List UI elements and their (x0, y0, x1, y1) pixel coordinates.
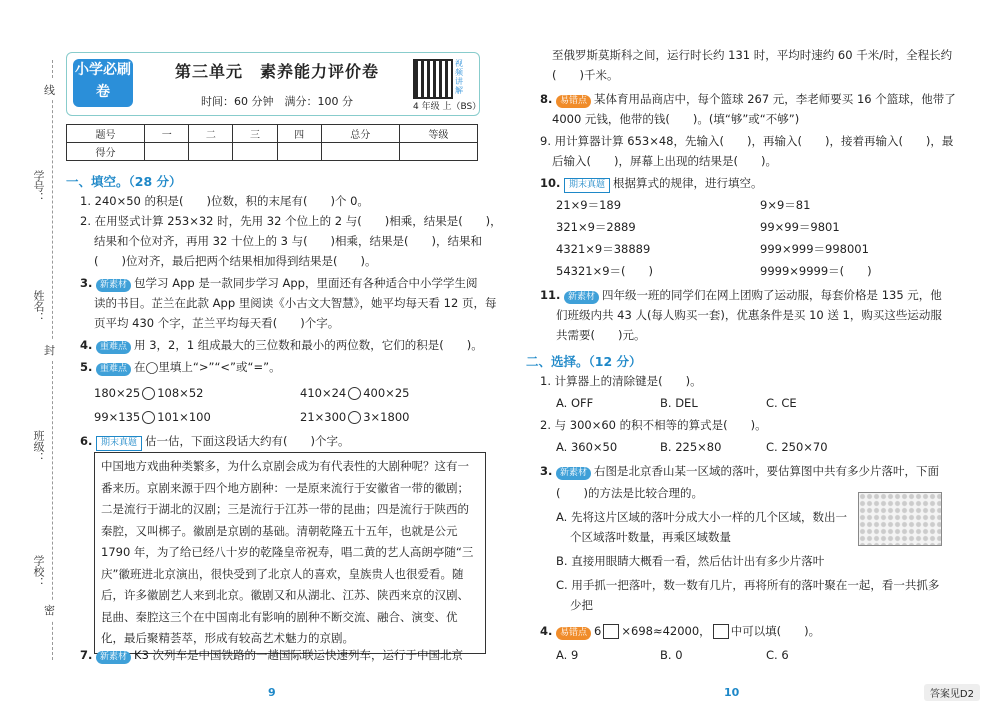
score-header: 三 (233, 125, 277, 143)
pattern-left: 321×9＝2889 (556, 220, 636, 234)
fallen-leaves-image (858, 492, 942, 546)
answer-circle[interactable] (142, 411, 155, 424)
score-table (66, 124, 478, 161)
new-material-tag: 新素材 (564, 291, 599, 304)
key-point-tag: 重难点 (96, 363, 131, 376)
score-header: 一 (145, 125, 189, 143)
choice-4: 4. 易错点 6 ×698≈42000， 中可以填( )。 (540, 624, 821, 638)
page-number-right: 10 (724, 686, 740, 699)
pattern-right: 9999×9999＝( ) (760, 264, 872, 278)
question-2-line3: ( )位对齐，最后把两个结果相加得到结果是( )。 (94, 254, 377, 268)
qr-code-icon[interactable] (413, 59, 453, 99)
question-6-text: 估一估，下面这段话大约有( )个字。 (145, 434, 350, 448)
margin-char-xian: 线 (44, 80, 55, 100)
choice-3-line2: ( )的方法是比较合理的。 (556, 486, 703, 500)
final-exam-tag: 期末真题 (564, 178, 610, 193)
page-title: 第三单元 素养能力评价卷 (174, 62, 379, 81)
answer-circle[interactable] (142, 387, 155, 400)
choice-3: 3. 新素材 右图是北京香山某一区域的落叶，要估算图中共有多少片落叶，下面 (540, 464, 940, 478)
new-material-tag: 新素材 (556, 467, 591, 480)
question-9: 9. 用计算器计算 653×48，先输入( )，再输入( )，接着再输入( )，最 (540, 134, 954, 148)
question-8: 8. 易错点 某体育用品商店中，每个篮球 267 元，李老师要买 16 个篮球，他带了 (540, 92, 956, 106)
option-c[interactable]: C. 用手抓一把落叶，数一数有几片，再将所有的落叶聚在一起，看一共抓多 (556, 578, 940, 592)
question-11-text: 四年级一班的同学们在网上团购了运动服，每套价格是 135 元，他 (602, 288, 942, 302)
choice-3-text: 右图是北京香山某一区域的落叶，要估算图中共有多少片落叶，下面 (594, 464, 940, 478)
question-10-text: 根据算式的规律，进行填空。 (613, 176, 763, 190)
compare-item: 410×24 400×25 (300, 386, 410, 400)
option-a-line2: 个区域落叶数量，再乘区域数量 (570, 530, 731, 544)
pattern-right: 999×999＝998001 (760, 242, 869, 256)
class-label: 班级： (32, 430, 45, 463)
question-3: 3. 新素材 包学习 App 是一款同步学习 App，里面还有各种适合中小学学生阅 (80, 276, 478, 290)
option-a[interactable]: A. OFF (556, 396, 594, 410)
pattern-left: 21×9＝189 (556, 198, 622, 212)
brand-badge: 小学必刷卷 (73, 59, 133, 107)
compare-item: 99×135 101×100 (94, 410, 211, 424)
question-5: 5. 重难点 在◯里填上“>”“<”或“=”。 (80, 360, 281, 374)
question-11-line2: 们班级内共 43 人(每人购买一套)，优惠条件是买 10 送 1，购买这些运动服 (556, 308, 942, 322)
question-5-text: 在◯里填上“>”“<”或“=”。 (134, 360, 281, 374)
question-11-line3: 共需要( )元。 (556, 328, 646, 342)
option-c[interactable]: C. 6 (766, 648, 789, 662)
option-b[interactable]: B. 225×80 (660, 440, 722, 454)
question-10: 10. 期末真题 根据算式的规律，进行填空。 (540, 174, 763, 193)
score-row-label: 得分 (67, 143, 145, 161)
question-3-line3: 页平均 430 个字，芷兰平均每天看( )个字。 (94, 316, 340, 330)
page-number-left: 9 (268, 686, 276, 699)
score-cell[interactable] (321, 143, 399, 161)
key-point-tag: 重难点 (96, 341, 131, 354)
option-c[interactable]: C. 250×70 (766, 440, 828, 454)
pattern-right: 9×9＝81 (760, 198, 811, 212)
option-a[interactable]: A. 360×50 (556, 440, 618, 454)
question-11: 11. 新素材 四年级一班的同学们在网上团购了运动服，每套价格是 135 元，他 (540, 288, 942, 302)
blank-box[interactable] (713, 624, 729, 639)
question-4: 4. 重难点 用 3，2，1 组成最大的三位数和最小的两位数，它们的积是( )。 (80, 338, 483, 352)
option-c-line2: 少把 (570, 598, 593, 612)
question-3-line2: 读的书目。芷兰在此款 App 里阅读《小古文大智慧》，她平均每天看 12 页，每 (94, 296, 497, 310)
question-7-line3: ( )千米。 (552, 68, 619, 82)
grade-label: 4 年级 上（BS） (413, 102, 482, 112)
compare-item: 21×300 3×1800 (300, 410, 410, 424)
option-b[interactable]: B. 0 (660, 648, 683, 662)
margin-char-feng: 封 (44, 340, 55, 360)
name-label: 姓名： (32, 290, 45, 323)
question-7-line2: 至俄罗斯莫斯科之间，运行时长约 131 时，平均时速约 60 千米/时，全程长约 (552, 48, 953, 62)
pattern-right: 99×99＝9801 (760, 220, 840, 234)
question-8-text: 某体育用品商店中，每个篮球 267 元，李老师要买 16 个篮球，他带了 (594, 92, 956, 106)
question-4-text: 用 3，2，1 组成最大的三位数和最小的两位数，它们的积是( )。 (134, 338, 483, 352)
video-note: 视频讲解 (455, 59, 463, 95)
choice-2: 2. 与 300×60 的积不相等的算式是( )。 (540, 418, 767, 432)
score-header: 题号 (67, 125, 145, 143)
option-b[interactable]: B. DEL (660, 396, 698, 410)
cut-line (52, 60, 53, 660)
option-a[interactable]: A. 9 (556, 648, 579, 662)
question-1: 1. 240×50 的积是( )位数，积的末尾有( )个 0。 (80, 194, 369, 208)
pattern-left: 4321×9＝38889 (556, 242, 651, 256)
score-cell[interactable] (399, 143, 477, 161)
school-label: 学校： (32, 555, 45, 588)
question-2-line2: 结果和个位对齐，再用 32 十位上的 3 与( )相乘，结果是( )，结果和 (94, 234, 483, 248)
option-b[interactable]: B. 直接用眼睛大概看一看，然后估计出有多少片落叶 (556, 554, 825, 568)
question-8-line2: 4000 元钱，他带的钱( )。(填“够”或“不够”) (552, 112, 800, 126)
question-9-line2: 后输入( )，屏幕上出现的结果是( )。 (552, 154, 777, 168)
exam-subtitle: 时间：60 分钟 满分：100 分 (201, 95, 353, 108)
score-header: 四 (277, 125, 321, 143)
blank-box[interactable] (603, 624, 619, 639)
score-cell[interactable] (277, 143, 321, 161)
score-header: 总分 (321, 125, 399, 143)
question-7: 7. 新素材 K3 次列车是中国铁路的一趟国际联运快速列车，运行于中国北京 (80, 648, 464, 662)
student-id-label: 学号： (32, 170, 45, 203)
score-cell[interactable] (145, 143, 189, 161)
reading-passage: 中国地方戏曲种类繁多，为什么京剧会成为有代表性的大剧种呢？这有一番来历。京剧来源于四个地方剧种：一是原来流行于安徽省一带的徽剧；二是流行于湖北的汉剧；三是流行于江苏一带的昆曲；四是流行于陕西的秦腔，又叫梆子。徽剧是京剧的基础。清朝乾隆五十五年，也就是公元 1790 年，为了给已经八十岁的乾隆皇帝祝寿，唱二黄的艺人高朗亭随“三庆”徽班进北京演出，很快受到了北京人的喜欢，皇族贵人也很爱看。随后，许多徽剧艺人来到北京。徽剧又和从湖北、江苏、陕西来京的汉剧、昆曲、秦腔这三个在中国南北有影响的剧种不断交流、融合、演变、优化，最后聚精荟萃，形成有较高艺术魅力的京剧。 (94, 452, 486, 654)
score-cell[interactable] (233, 143, 277, 161)
question-3-text: 包学习 App 是一款同步学习 App，里面还有各种适合中小学学生阅 (134, 276, 478, 290)
error-prone-tag: 易错点 (556, 627, 591, 640)
new-material-tag: 新素材 (96, 651, 131, 664)
pattern-left: 54321×9＝( ) (556, 264, 654, 278)
binding-margin (0, 0, 58, 707)
new-material-tag: 新素材 (96, 279, 131, 292)
choice-1: 1. 计算器上的清除键是( )。 (540, 374, 702, 388)
exam-header (66, 52, 480, 116)
answer-circle[interactable] (348, 411, 361, 424)
question-7-text: K3 次列车是中国铁路的一趟国际联运快速列车，运行于中国北京 (134, 648, 464, 662)
section-fill-blank: 一、填空。（28 分） (66, 174, 182, 189)
section-choice: 二、选择。（12 分） (526, 354, 642, 369)
error-prone-tag: 易错点 (556, 95, 591, 108)
score-header: 等级 (399, 125, 477, 143)
option-a[interactable]: A. 先将这片区域的落叶分成大小一样的几个区域，数出一 (556, 510, 847, 524)
question-6: 6. 期末真题 估一估，下面这段话大约有( )个字。 (80, 432, 350, 451)
question-2-line1: 2. 在用竖式计算 253×32 时，先用 32 个位上的 2 与( )相乘，结果是( )， (80, 214, 502, 228)
score-cell[interactable] (189, 143, 233, 161)
score-header: 二 (189, 125, 233, 143)
final-exam-tag: 期末真题 (96, 436, 142, 451)
compare-item: 180×25 108×52 (94, 386, 204, 400)
answer-reference: 答案见D2 (924, 684, 980, 701)
margin-char-mi: 密 (44, 600, 55, 620)
answer-circle[interactable] (348, 387, 361, 400)
option-c[interactable]: C. CE (766, 396, 797, 410)
